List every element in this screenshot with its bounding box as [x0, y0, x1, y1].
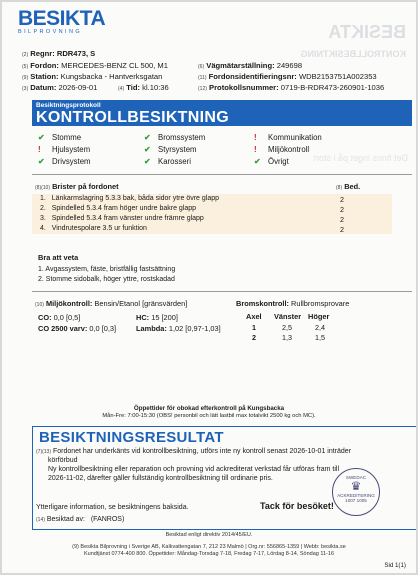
check-ovrigt: ✔ Övrigt: [254, 157, 289, 166]
broms-right: 2,4: [315, 323, 325, 332]
co2500-value: CO 2500 varv: 0,0 [0,3]: [38, 324, 117, 333]
check-miljokontroll: ! Miljökontroll: [254, 145, 310, 154]
fordonsident-field: (11) Fordonsidentifieringsnr: WDB2153751A002353: [198, 72, 377, 81]
result-title: BESIKTNINGSRESULTAT: [39, 429, 224, 446]
swedac-seal: SWEDAC ♛ ACKREDITERING 1007 1005: [332, 468, 380, 516]
page-number: Sid 1(1): [384, 562, 406, 569]
result-line: körförbud: [48, 457, 78, 464]
result-line: Ny kontrollbesiktning eller reparation och provning vid ackrediterat verkstad får utföras fram till: [48, 466, 340, 473]
oppettider-text: Mån-Fre: 7:00-15:30 (OBS! personbil och lätt lastbil max totalvikt 2500 kg och MC).: [102, 413, 316, 419]
check-icon: ✔: [254, 157, 261, 166]
mirrored-backside-logo: BESIKTA KONTROLLBESIKTNING: [300, 22, 406, 59]
divider: [32, 291, 412, 292]
fordon-field: (5) Fordon: MERCEDES-BENZ CL 500, M1: [22, 61, 168, 70]
regnr-field: (2) Regnr: RDR473, S: [22, 49, 96, 58]
divider: [32, 174, 412, 175]
broms-col-axel: Axel: [246, 312, 262, 321]
inspection-protocol-page: [2, 2, 416, 573]
brist-row: 4. Vindrutespolare 3.5 ur funktion: [40, 225, 147, 232]
check-stomme: ✔ Stomme: [38, 133, 82, 142]
check-icon: ✔: [38, 157, 45, 166]
check-bromssystem: ✔ Bromssystem: [144, 133, 206, 142]
besikta-logo: BESIKTA BILPROVNING: [18, 7, 106, 35]
broms-right: 1,5: [315, 333, 325, 342]
check-icon: ✔: [144, 145, 151, 154]
bromskontroll-heading: Bromskontroll: Rullbromsprovare: [236, 299, 350, 308]
bra-att-veta-item: 2. Stomme sidobalk, höger yttre, rostskadad: [38, 276, 175, 283]
protokollsnummer-field: (12) Protokollsnummer: 0719-B-RDR473-260901-1036: [198, 83, 385, 92]
check-hjulsystem: ! Hjulsystem: [38, 145, 91, 154]
check-kommunikation: ! Kommunikation: [254, 133, 322, 142]
besiktad-av: (14) Besiktad av: (FANROS): [36, 516, 125, 523]
broms-left: 1,3: [282, 333, 292, 342]
broms-axel: 2: [252, 333, 256, 342]
title-band: Besiktningsprotokoll KONTROLLBESIKTNING: [32, 100, 412, 126]
hc-value: HC: 15 [200]: [136, 313, 178, 322]
brist-bed: 2: [340, 215, 344, 224]
crown-icon: ♛: [350, 479, 362, 493]
brist-row: 1. Länkarmslagring 5.3.3 bak, båda sidor ytre övre glapp: [40, 195, 220, 202]
brist-row: 2. Spindelled 5.3.4 fram höger undre bakre glapp: [40, 205, 197, 212]
check-styrsystem: ✔ Styrsystem: [144, 145, 197, 154]
oppettider-title: Öppettider för obokad efterkontroll på Kungsbacka: [133, 405, 285, 412]
broms-left: 2,5: [282, 323, 292, 332]
warning-icon: !: [254, 145, 257, 154]
check-drivsystem: ✔ Drivsystem: [38, 157, 91, 166]
company-info: (9) Besikta Bilprovning i Sverige AB, Kalkvattengatan 7, 212 23 Malmö | Org.nr: 556865-1359 | Webb: besikta.se: [72, 544, 346, 550]
co-value: CO: 0,0 [0,5]: [38, 313, 81, 322]
warning-icon: !: [38, 145, 41, 154]
check-karosseri: ✔ Karosseri: [144, 157, 191, 166]
tid-field: (4) Tid: kl.10:36: [118, 83, 169, 92]
check-icon: ✔: [144, 133, 151, 142]
mirrored-backside-text: Det finns inget på i stort: [313, 153, 408, 163]
bed-heading: (8) Bed.: [336, 182, 361, 191]
brister-heading: (8)(10) Brister på fordonet: [35, 182, 119, 191]
result-line: 2026-11-02, därefter gäller fullständig kontrollbesiktning till ordinarie pris.: [48, 475, 273, 482]
result-line: (7)(13) Fordonet har underkänts vid kontrollbesiktning, utförs inte ny kontroll senast 2026-10-01 inträder: [36, 448, 352, 455]
bra-att-veta-item: 1. Avgassystem, fäste, bristfällig fastsättning: [38, 266, 176, 273]
miljokontroll-heading: (10) Miljökontroll: Bensin/Etanol [gränsvärden]: [35, 299, 188, 308]
page-title: KONTROLLBESIKTNING: [36, 109, 229, 126]
check-icon: ✔: [38, 133, 45, 142]
station-field: (9) Station: Kungsbacka - Hantverksgatan: [22, 72, 163, 81]
directive-note: Besiktad enligt direktiv 2014/45/EU.: [165, 532, 253, 538]
brist-row: 3. Spindelled 5.3.4 fram vänster undre främre glapp: [40, 215, 204, 222]
brist-bed: 2: [340, 205, 344, 214]
customer-service: Kundtjänst 0774-400 800. Öppettider: Måndag-Torsdag 7-18, Fredag 7-17, Lördag 8-14, Söndag 11-16: [83, 551, 334, 557]
check-icon: ✔: [144, 157, 151, 166]
bra-att-veta-heading: Bra att veta: [38, 253, 79, 262]
tack-text: Tack för besöket!: [260, 501, 334, 511]
lambda-value: Lambda: 1,02 [0,97-1,03]: [136, 324, 221, 333]
broms-col-hoger: Höger: [308, 312, 330, 321]
result-info: Ytterligare information, se besiktningens baksida.: [36, 504, 189, 511]
broms-col-vanster: Vänster: [274, 312, 302, 321]
broms-axel: 1: [252, 323, 256, 332]
datum-field: (3) Datum: 2026-09-01: [22, 83, 98, 92]
warning-icon: !: [254, 133, 257, 142]
brist-bed: 2: [340, 195, 344, 204]
brist-bed: 2: [340, 225, 344, 234]
vagmatar-field: (6) Vägmätarställning: 249698: [198, 61, 303, 70]
